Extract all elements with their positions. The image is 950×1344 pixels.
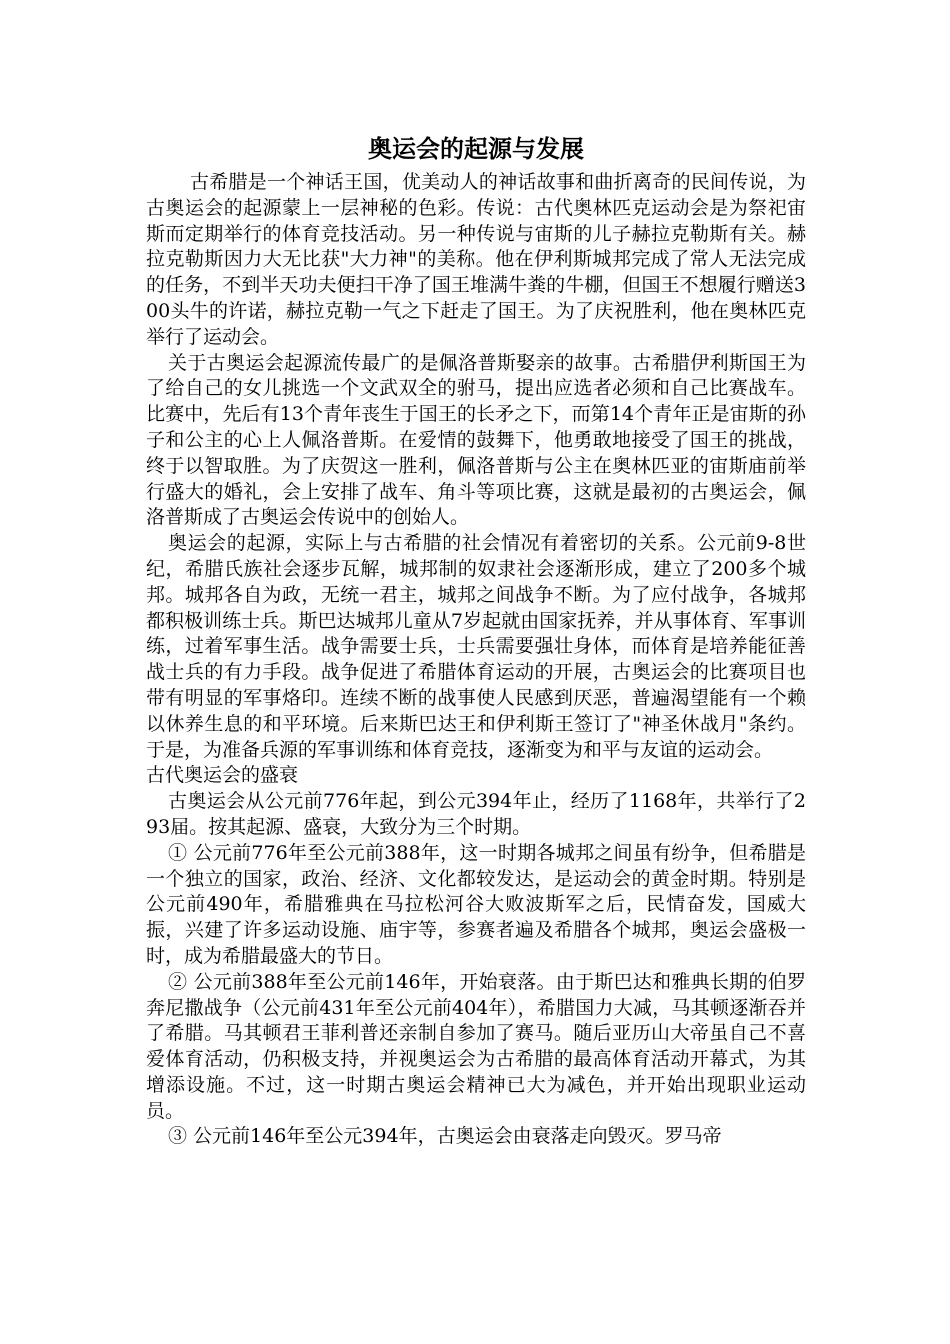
paragraph-period-2: ② 公元前388年至公元前146年，开始衰落。由于斯巴达和雅典长期的伯罗奔尼撒战争（公元前431年至公元前404年），希腊国力大减，马其顿逐渐吞并了希腊。马其顿君王菲利普还亲制自参加了赛马。随后亚历山大帝虽自己不喜爱体育活动，仍积极支持，并视奥运会为古希腊的最高体育活动开幕式，为其增添设施。不过，这一时期古奥运会精神已大为减色，并开始出现职业运动员。 [146,970,806,1122]
document-title: 奥运会的起源与发展 [368,134,584,163]
section-heading-rise-and-fall: 古代奥运会的盛衰 [146,764,299,787]
paragraph-pelops-story: 关于古奥运会起源流传最广的是佩洛普斯娶亲的故事。古希腊伊利斯国王为了给自己的女儿挑选一个文武双全的驸马，提出应选者必须和自己比赛战车。比赛中，先后有13个青年丧生于国王的长矛之下，而第14个青年正是宙斯的孙子和公主的心上人佩洛普斯。在爱情的鼓舞下，他勇敢地接受了国王的挑战，终于以智取胜。为了庆贺这一胜利，佩洛普斯与公主在奥林匹亚的宙斯庙前举行盛大的婚礼，会上安排了战车、角斗等项比赛，这就是最初的古奥运会，佩洛普斯成了古奥运会传说中的创始人。 [146,351,806,529]
paragraph-overview: 古奥运会从公元前776年起，到公元394年止，经历了1168年，共举行了293届。按其起源、盛衰，大致分为三个时期。 [146,790,806,838]
paragraph-period-1: ① 公元前776年至公元前388年，这一时期各城邦之间虽有纷争，但希腊是一个独立的国家，政治、经济、文化都较发达，是运动会的黄金时期。特别是公元前490年，希腊雅典在马拉松河谷大败波斯军之后，民情奋发，国威大振，兴建了许多运动设施、庙宇等，参赛者遍及希腊各个城邦，奥运会盛极一时，成为希腊最盛大的节日。 [146,841,806,967]
paragraph-myth-origin: 古希腊是一个神话王国，优美动人的神话故事和曲折离奇的民间传说，为古奥运会的起源蒙上一层神秘的色彩。传说：古代奥林匹克运动会是为祭祀宙斯而定期举行的体育竞技活动。另一种传说与宙斯的儿子赫拉克勒斯有关。赫拉克勒斯因力大无比获"大力神"的美称。他在伊利斯城邦完成了常人无法完成的任务，不到半天功夫便扫干净了国王堆满牛粪的牛棚，但国王不想履行赠送300头牛的许诺，赫拉克勒一气之下赶走了国王。为了庆祝胜利，他在奥林匹克举行了运动会。 [146,171,806,348]
paragraph-period-3: ③ 公元前146年至公元394年，古奥运会由衰落走向毁灭。罗马帝 [168,1125,722,1148]
document-page [146,130,806,1150]
paragraph-social-origin: 奥运会的起源，实际上与古希腊的社会情况有着密切的关系。公元前9-8世纪，希腊氏族社会逐步瓦解，城邦制的奴隶社会逐渐形成，建立了200多个城邦。城邦各自为政，无统一君主，城邦之间战争不断。为了应付战争，各城邦都积极训练士兵。斯巴达城邦儿童从7岁起就由国家抚养，并从事体育、军事训练，过着军事生活。战争需要士兵，士兵需要强壮身体，而体育是培养能征善战士兵的有力手段。战争促进了希腊体育运动的开展，古奥运会的比赛项目也带有明显的军事烙印。连续不断的战事使人民感到厌恶，普遍渴望能有一个赖以休养生息的和平环境。后来斯巴达王和伊利斯王签订了"神圣休战月"条约。于是，为准备兵源的军事训练和体育竞技，逐渐变为和平与友谊的运动会。 [146,532,806,761]
